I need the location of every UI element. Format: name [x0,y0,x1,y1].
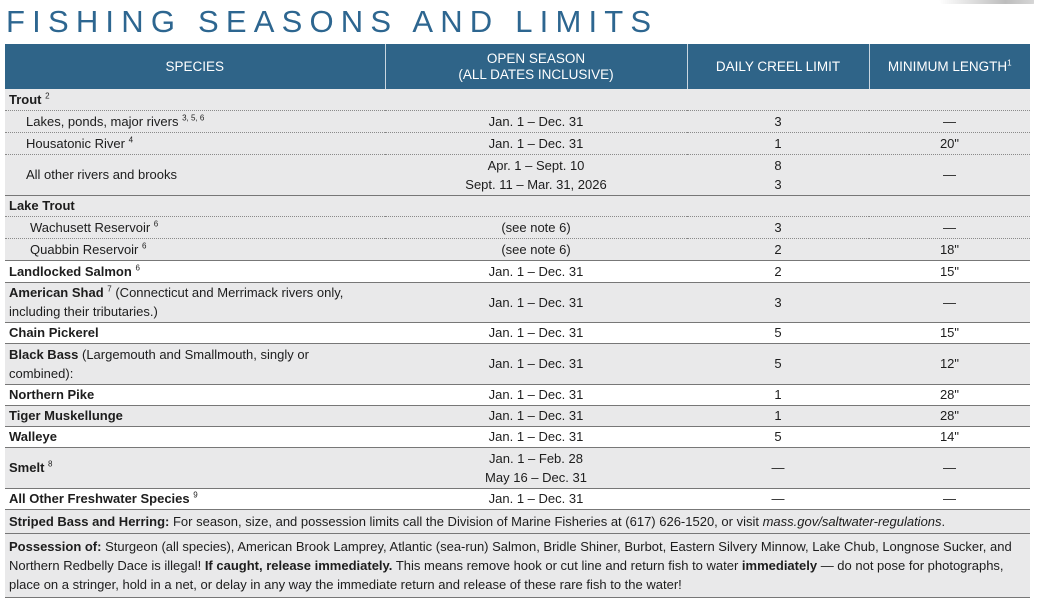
table-row-lakes [5,110,1030,132]
footnote-ref: 6 [153,219,159,229]
header-open-season-line1: OPEN SEASON [486,50,586,66]
length-cell: 28" [869,384,1030,405]
species-cell [5,132,385,154]
length-cell: 18" [869,238,1030,260]
creel-cell: 3 [687,110,869,132]
footnote-ref: 2 [45,91,50,101]
length-cell: 14" [869,426,1030,447]
table-row-american-shad [5,282,1030,322]
species-cell [5,89,1030,110]
fishing-limits-table [5,44,1030,598]
note-emphasis: immediately [741,557,818,573]
footnote-ref: 4 [128,135,134,145]
species-cell [5,282,385,322]
species-cell [5,110,385,132]
table-row-housatonic [5,132,1030,154]
season-cell: Jan. 1 – Dec. 31 [385,405,687,426]
note-label: Possession of: [9,538,102,554]
species-detail-cont: combined): [9,365,74,381]
note-text: — do not pose for photographs, place on a stringer, hold in a net, or delay in any way the immediate return and release of these rare fish to the water! [9,557,1004,592]
table-row-landlocked-salmon [5,260,1030,282]
footnote-ref: 7 [107,284,112,294]
header-open-season [385,44,687,89]
season-cell [385,447,687,488]
table-row-other-rivers [5,154,1030,195]
page-title: FISHING SEASONS AND LIMITS [6,4,659,39]
note-emphasis: If caught, release immediately. [204,557,393,573]
creel-cell: 2 [687,238,869,260]
note-cell [5,509,1030,533]
table-row-quabbin [5,238,1030,260]
species-name: Trout [9,91,42,107]
creel-cell: 1 [687,405,869,426]
species-cell [5,488,385,509]
creel-spring: 8 [774,157,782,173]
season-cell: Jan. 1 – Dec. 31 [385,110,687,132]
species-name: All other rivers and brooks [5,154,385,195]
season-cell: (see note 6) [385,238,687,260]
species-name: Northern Pike [5,384,385,405]
note-text: Sturgeon (all species), American Brook Lamprey, Atlantic (sea-run) Salmon, Bridle Shiner, Burbot, Eastern Silvery Minnow, Lake Chub, Longnose Sucker, and Northern Redbelly Dace is illegal! [9,538,1012,573]
creel-cell: 5 [687,343,869,384]
note-label: Striped Bass and Herring: [9,513,170,529]
species-name: Lake Trout [5,195,1030,216]
note-text: This means remove hook or cut line and return fish to water [392,557,742,573]
table-row-wachusett [5,216,1030,238]
creel-cell: — [687,488,869,509]
header-species [5,44,385,89]
table-row-northern-pike [5,384,1030,405]
header-min-length-footnote: 1 [1007,58,1012,67]
creel-cell: 1 [687,132,869,154]
creel-cell: 3 [687,282,869,322]
length-cell: — [869,447,1030,488]
length-cell: — [869,110,1030,132]
table-header-row [5,44,1030,89]
table-row-tiger-muskellunge [5,405,1030,426]
species-name: Lakes, ponds, major rivers [26,113,179,129]
table-row-all-other-freshwater [5,488,1030,509]
species-cell [5,343,385,384]
species-name: Black Bass [9,346,79,362]
header-open-season-line2: (ALL DATES INCLUSIVE) [458,66,614,82]
length-cell: 15" [869,322,1030,343]
species-cell [5,216,385,238]
season-cell: Jan. 1 – Dec. 31 [385,488,687,509]
footnote-ref: 6 [142,241,147,251]
species-name: Quabbin Reservoir [30,241,139,257]
species-detail: (Largemouth and Smallmouth, singly or [78,346,309,362]
species-name: All Other Freshwater Species [9,491,190,506]
footnote-ref: 6 [135,263,140,273]
creel-fall: 3 [774,176,782,192]
length-cell: 15" [869,260,1030,282]
species-detail-cont: including their tributaries.) [9,304,158,319]
season-summer: May 16 – Dec. 31 [485,469,587,485]
decorative-swoosh [939,0,1034,4]
note-cell [5,533,1030,597]
saltwater-regulations-link[interactable]: mass.gov/saltwater-regulations [762,513,942,529]
creel-cell: 2 [687,260,869,282]
season-cell: Jan. 1 – Dec. 31 [385,260,687,282]
species-cell [5,238,385,260]
species-name: Housatonic River [26,135,125,151]
season-cell: Jan. 1 – Dec. 31 [385,282,687,322]
footnote-ref: 9 [193,490,198,500]
length-cell: — [869,282,1030,322]
species-name: Landlocked Salmon [9,263,132,279]
creel-cell: 3 [687,216,869,238]
season-cell: Jan. 1 – Dec. 31 [385,426,687,447]
season-winter: Jan. 1 – Feb. 28 [489,450,583,466]
footnote-ref: 8 [48,459,53,469]
header-creel-label: DAILY CREEL LIMIT [715,58,841,74]
note-possession [5,533,1030,597]
length-cell: 12" [869,343,1030,384]
species-cell [5,260,385,282]
table-row-black-bass [5,343,1030,384]
season-cell: Jan. 1 – Dec. 31 [385,343,687,384]
season-cell: Jan. 1 – Dec. 31 [385,384,687,405]
table-row-walleye [5,426,1030,447]
creel-cell: 5 [687,426,869,447]
length-cell: — [869,154,1030,195]
species-name: Walleye [5,426,385,447]
header-daily-creel [687,44,869,89]
header-species-label: SPECIES [165,58,225,74]
header-min-length-label: MINIMUM LENGTH [887,58,1008,74]
creel-cell: 1 [687,384,869,405]
length-cell: 28" [869,405,1030,426]
table-row-trout [5,89,1030,110]
species-cell [5,447,385,488]
note-striped-bass [5,509,1030,533]
table-row-smelt [5,447,1030,488]
season-cell: Jan. 1 – Dec. 31 [385,132,687,154]
season-fall: Sept. 11 – Mar. 31, 2026 [465,176,607,192]
species-name: American Shad [9,285,104,300]
season-cell: Jan. 1 – Dec. 31 [385,322,687,343]
table-row-chain-pickerel [5,322,1030,343]
creel-cell: 5 [687,322,869,343]
creel-cell: — [687,447,869,488]
footnote-ref: 3, 5, 6 [182,113,205,123]
length-cell: — [869,488,1030,509]
creel-cell [687,154,869,195]
species-detail: (Connecticut and Merrimack rivers only, [111,285,344,300]
species-name: Wachusett Reservoir [30,219,151,235]
species-name: Chain Pickerel [5,322,385,343]
header-min-length [869,44,1030,89]
species-name: Tiger Muskellunge [5,405,385,426]
length-cell: 20" [869,132,1030,154]
species-name: Smelt [9,460,45,475]
season-cell: (see note 6) [385,216,687,238]
length-cell: — [869,216,1030,238]
season-cell [385,154,687,195]
table-row-lake-trout [5,195,1030,216]
note-end: . [941,513,946,529]
season-spring: Apr. 1 – Sept. 10 [487,157,585,173]
note-text: For season, size, and possession limits call the Division of Marine Fisheries at (617) 626-1520, or visit [169,513,763,529]
